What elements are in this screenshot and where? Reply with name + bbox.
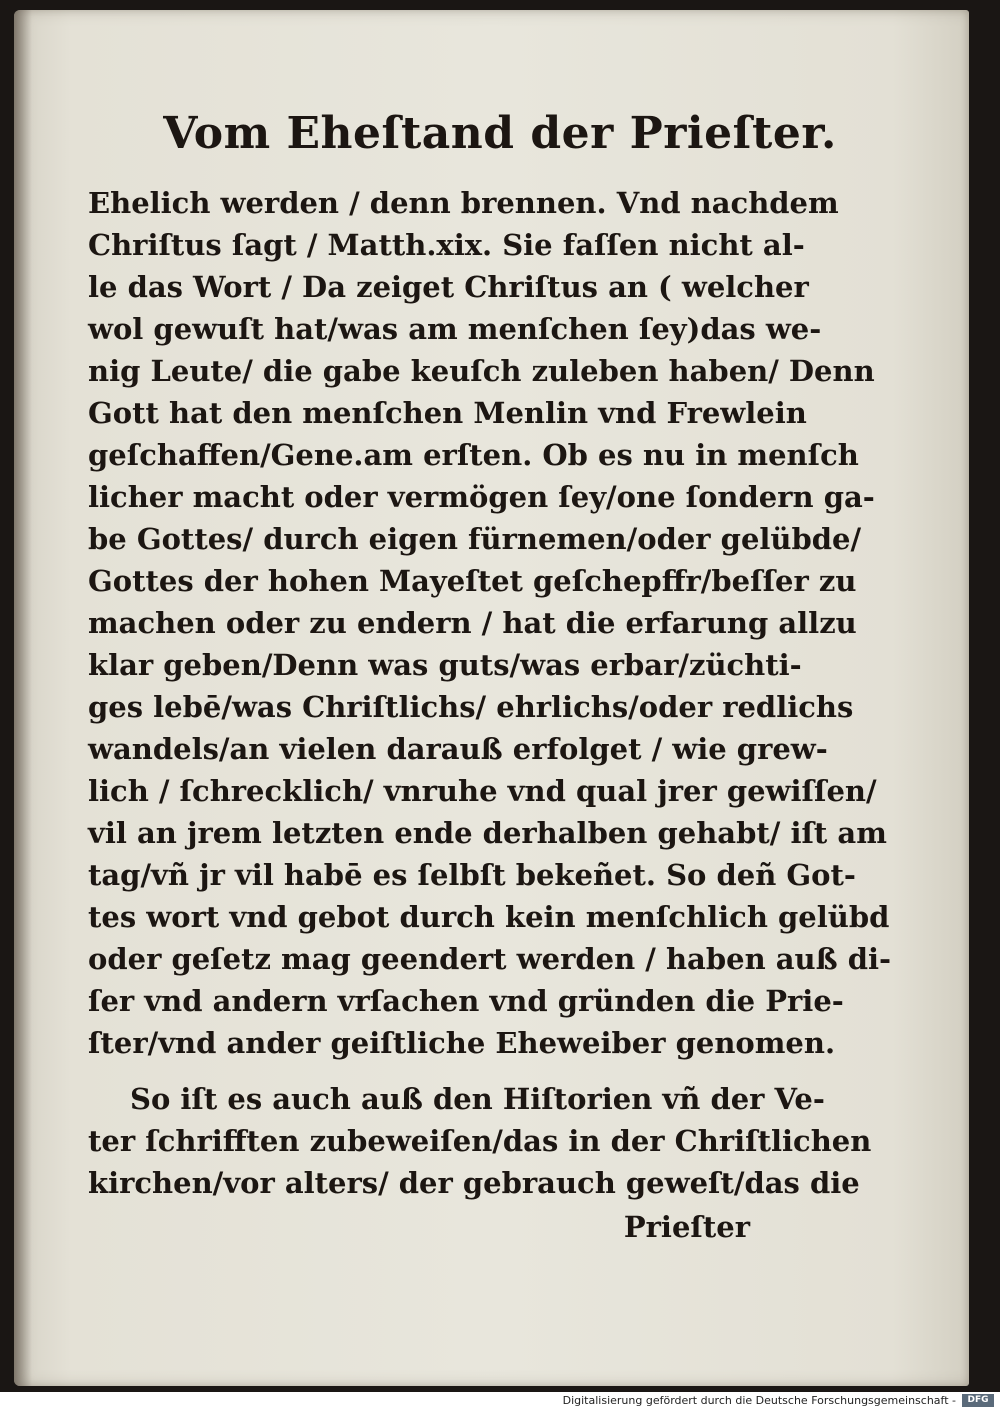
dfg-logo-icon: DFG [962,1394,994,1407]
text-line: le das Wort / Da zeiget Chriſtus an ( welcher [88,270,809,304]
text-line: lich / ſchrecklich/ vnruhe vnd qual jrer gewiſſen/ [88,774,877,808]
funding-notice: Digitalisierung gefördert durch die Deutsche Forschungsgemeinschaft - [562,1394,956,1407]
text-line: ges lebē/was Chriſtlichs/ ehrlichs/oder redlichs [88,690,854,724]
text-line: tag/vñ jr vil habē es ſelbſt bekeñet. So deñ Got- [88,858,856,892]
text-line: vil an jrem letzten ende derhalben gehabt/ iſt am [88,816,887,850]
text-line: wol gewuſt hat/was am menſchen ſey)das we- [88,312,822,346]
text-line: nig Leute/ die gabe keuſch zuleben haben/ Denn [88,354,875,388]
text-line: oder geſetz mag geendert werden / haben auß di- [88,942,892,976]
running-head: Vom Eheſtand der Prieſter. [163,108,837,159]
text-line: ſer vnd andern vrſachen vnd gründen die Prie- [88,984,844,1018]
text-line: tes wort vnd gebot durch kein menſchlich gelübd [88,900,890,934]
catchword: Prieſter [623,1210,750,1244]
text-line: kirchen/vor alters/ der gebrauch geweſt/das die [88,1166,860,1200]
text-line: be Gottes/ durch eigen fürnemen/oder gelübde/ [88,522,862,556]
text-line: wandels/an vielen darauß erfolget / wie grew- [88,732,828,766]
text-line: licher macht oder vermögen ſey/one ſondern ga- [88,480,875,514]
text-line: Gottes der hohen Mayeſtet geſchepffr/beſſer zu [88,564,857,598]
text-line: klar geben/Denn was guts/was erbar/züchti- [88,648,802,682]
footer-bar [0,1392,1000,1410]
spine-shadow [14,10,32,1386]
text-line: Chriſtus ſagt / Matth.xix. Sie faſſen nicht al- [88,228,805,262]
text-line: ter ſchrifften zubeweiſen/das in der Chriſtlichen [88,1124,872,1158]
text-line: geſchaffen/Gene.am erſten. Ob es nu in menſch [88,438,859,472]
text-line: machen oder zu endern / hat die erfarung allzu [88,606,857,640]
text-line: ſter/vnd ander geiſtliche Eheweiber genomen. [88,1026,836,1060]
text-line: Ehelich werden / denn brennen. Vnd nachdem [88,186,839,220]
text-line: So iſt es auch auß den Hiſtorien vñ der Ve- [130,1082,825,1116]
text-line: Gott hat den menſchen Menlin vnd Frewlein [88,396,807,430]
